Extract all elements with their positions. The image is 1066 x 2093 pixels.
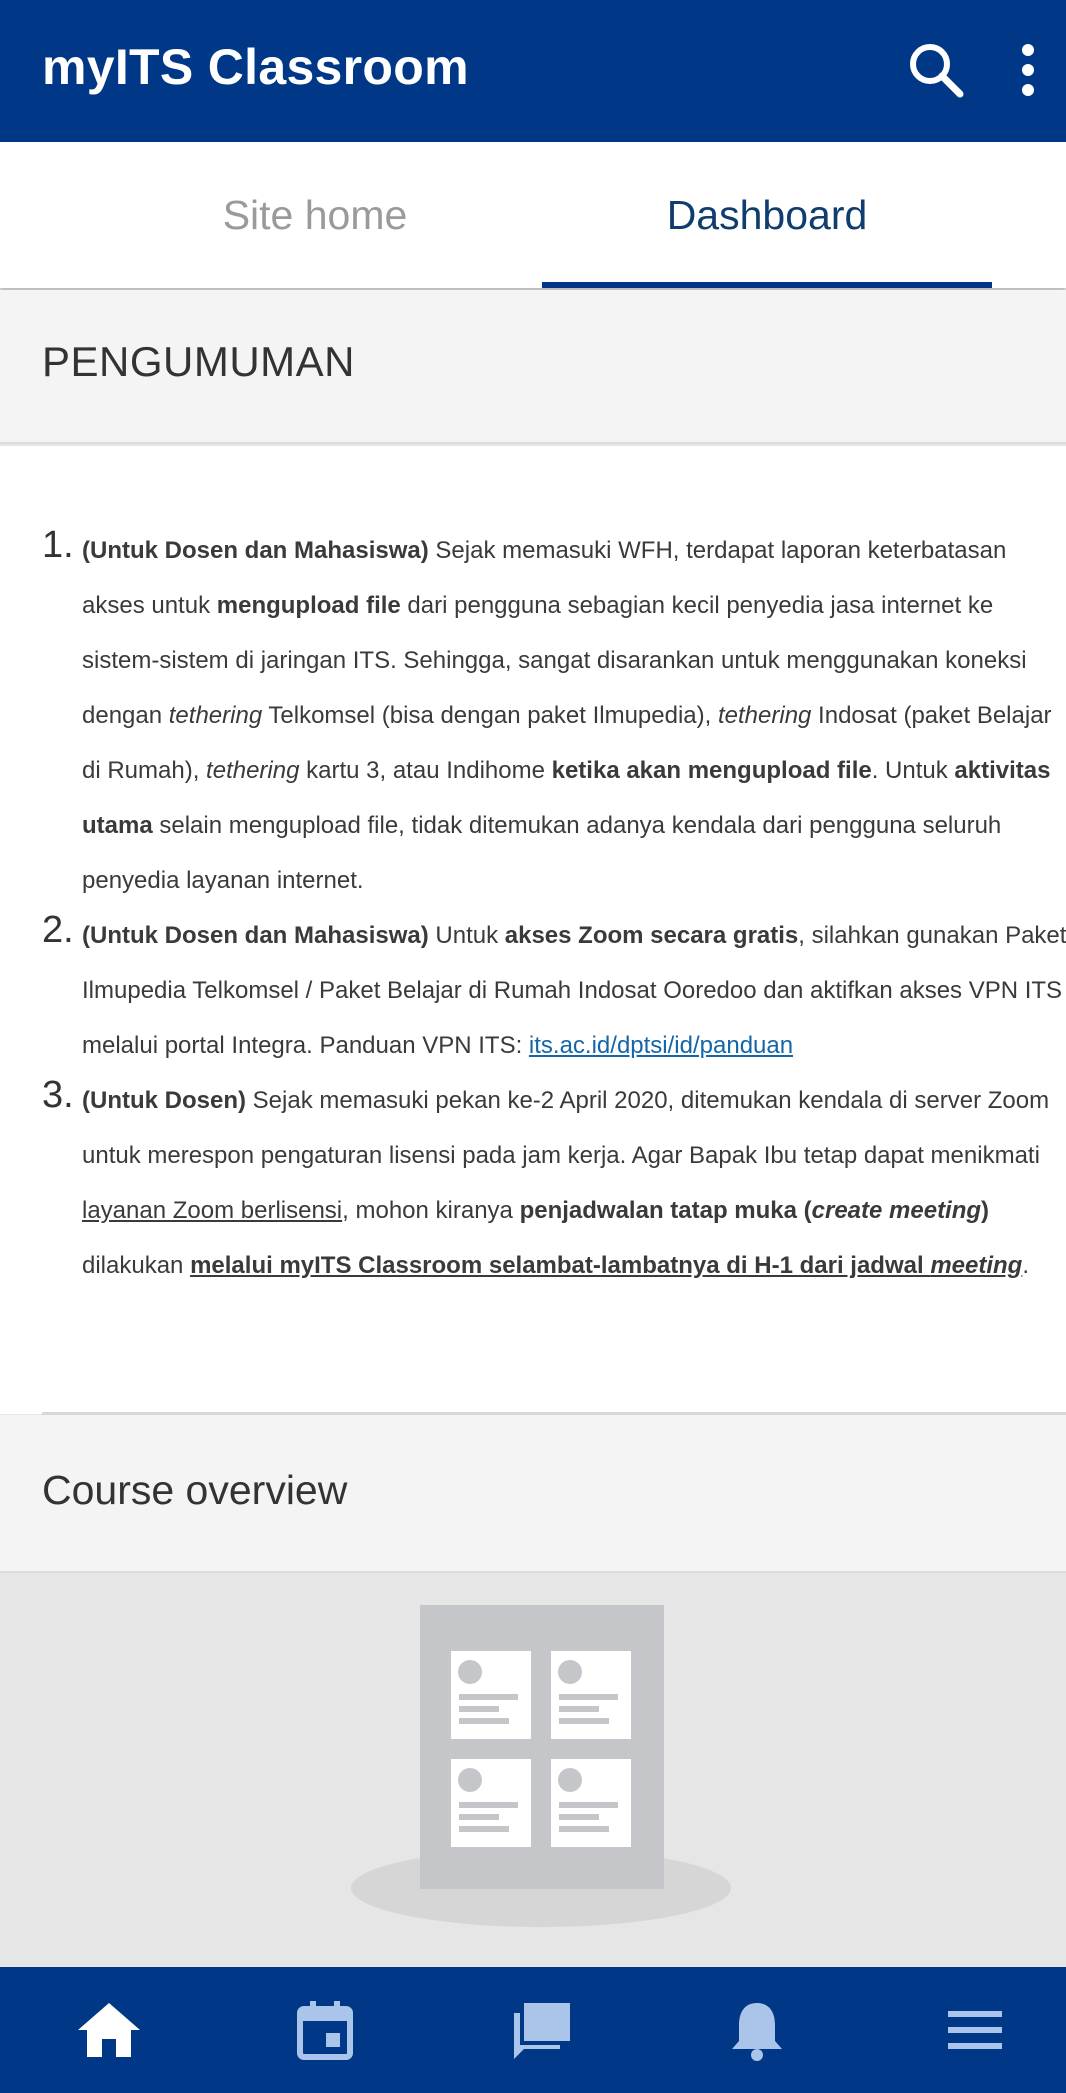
course-overview-heading: Course overview	[42, 1467, 348, 1513]
app-title: myITS Classroom	[42, 39, 469, 95]
announcement-header	[0, 290, 1066, 444]
calendar-icon[interactable]	[290, 1995, 360, 2065]
messages-icon[interactable]	[506, 1995, 576, 2065]
active-tab-indicator	[542, 282, 992, 288]
audience-label: (Untuk Dosen dan Mahasiswa)	[82, 537, 429, 564]
item-number: 2.	[42, 909, 74, 951]
home-icon[interactable]	[74, 1995, 144, 2065]
tab-site-home[interactable]	[90, 142, 540, 288]
app-bar	[0, 0, 1066, 142]
vpn-guide-link[interactable]: its.ac.id/dptsi/id/panduan	[528, 1032, 794, 1059]
announcement-text: (Untuk Dosen) Sejak memasuki pekan ke-2 April 2020, ditemukan kendala di server Zoom untuk merespon pengaturan lisensi pada jam kerja. Agar Bapak Ibu tetap dapat menikmati layanan Zoom berlisensi, mohon kiranya penjadwalan tatap muka (create meeting) dilakukan melalui myITS Classroom selambat-lambatnya di H-1 dari jadwal meeting.	[82, 1087, 1050, 1279]
tab-label: Dashboard	[666, 191, 868, 238]
course-overview-header	[0, 1415, 1066, 1573]
tab-label: Site home	[222, 191, 408, 238]
announcement-text: (Untuk Dosen dan Mahasiswa) Untuk akses Zoom secara gratis, silahkan gunakan Paket Ilmupedia Telkomsel / Paket Belajar di Rumah Indosat Ooredoo dan aktifkan akses VPN ITS melalui portal Integra. Panduan VPN ITS: its.ac.id/dptsi/id/panduan	[82, 922, 1066, 1059]
item-number: 1.	[42, 524, 74, 566]
announcement-heading: PENGUMUMAN	[42, 338, 356, 385]
more-vert-icon[interactable]	[996, 38, 1060, 102]
announcement-text: (Untuk Dosen dan Mahasiswa) Sejak memasuki WFH, terdapat laporan keterbatasan akses untuk mengupload file dari pengguna sebagian kecil penyedia jasa internet ke sistem-sistem di jaringan ITS. Sehingga, sangat disarankan untuk menggunakan koneksi dengan tethering Telkomsel (bisa dengan paket Ilmupedia), tethering Indosat (paket Belajar di Rumah), tethering kartu 3, atau Indihome ketika akan mengupload file. Untuk aktivitas utama selain mengupload file, tidak ditemukan adanya kendala dari pengguna seluruh penyedia layanan internet.	[82, 537, 1052, 894]
tab-bar	[0, 142, 1066, 288]
item-number: 3.	[42, 1074, 74, 1116]
bottom-navigation	[0, 1967, 1066, 2093]
tab-dashboard[interactable]	[542, 142, 992, 288]
course-overview-empty-state	[0, 1575, 1066, 1967]
audience-label: (Untuk Dosen)	[82, 1087, 246, 1114]
announcement-block	[0, 446, 1066, 1414]
menu-icon[interactable]	[940, 1995, 1010, 2065]
courses-illustration	[0, 1575, 1066, 1967]
search-icon[interactable]	[904, 38, 968, 102]
audience-label: (Untuk Dosen dan Mahasiswa)	[82, 922, 429, 949]
bell-icon[interactable]	[722, 1995, 792, 2065]
